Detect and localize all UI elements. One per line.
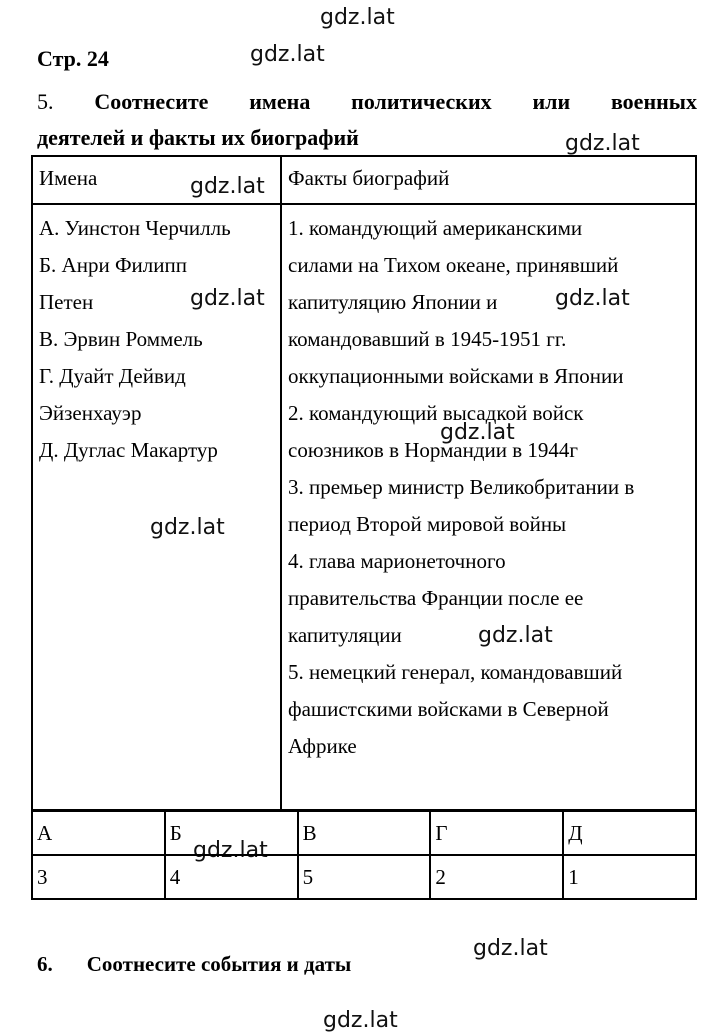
watermark: gdz.lat — [473, 936, 548, 961]
match-table — [31, 155, 697, 811]
watermark: gdz.lat — [440, 420, 515, 445]
task6-number: 6. — [37, 952, 53, 976]
answer-number: 5 — [298, 855, 431, 899]
name-line: Г. Дуайт Дейвид — [39, 364, 186, 388]
facts-column — [288, 210, 698, 765]
fact-line: фашистскими войсками в Северной — [288, 697, 609, 721]
answer-letter: Д — [563, 811, 696, 855]
fact-line: оккупационными войсками в Японии — [288, 364, 624, 388]
fact-line: правительства Франции после ее — [288, 586, 584, 610]
name-line: Эйзенхауэр — [39, 401, 142, 425]
name-line: Петен — [39, 290, 94, 314]
watermark: gdz.lat — [320, 5, 395, 30]
header-facts: Факты биографий — [288, 166, 450, 190]
fact-line: период Второй мировой войны — [288, 512, 567, 536]
task6-title — [37, 952, 351, 977]
watermark: gdz.lat — [565, 131, 640, 156]
fact-line: капитуляцию Японии и — [288, 290, 498, 314]
watermark: gdz.lat — [323, 1008, 398, 1033]
task5-title-line1 — [37, 84, 697, 120]
name-line: В. Эрвин Роммель — [39, 327, 203, 351]
task5-title-word: или — [532, 89, 571, 114]
answer-number: 3 — [32, 855, 165, 899]
watermark: gdz.lat — [555, 286, 630, 311]
answer-letters-row — [32, 811, 696, 855]
fact-line: 3. премьер министр Великобритании в — [288, 475, 635, 499]
page-label: Стр. 24 — [37, 46, 109, 71]
fact-line: союзников в Нормандии в 1944г — [288, 438, 578, 462]
table-divider — [280, 157, 282, 809]
answer-numbers-row — [32, 855, 696, 899]
answer-letter: Г — [430, 811, 563, 855]
header-names: Имена — [39, 166, 98, 190]
answer-letter: В — [298, 811, 431, 855]
watermark: gdz.lat — [250, 42, 325, 67]
watermark: gdz.lat — [478, 623, 553, 648]
task5-title-word: Соотнесите — [94, 89, 209, 114]
names-column — [39, 210, 277, 469]
task5-title — [37, 84, 697, 156]
task5-number: 5. — [37, 89, 54, 114]
fact-line: капитуляции — [288, 623, 402, 647]
name-line: А. Уинстон Черчилль — [39, 216, 231, 240]
name-line: Б. Анри Филипп — [39, 253, 187, 277]
table-divider — [33, 203, 695, 205]
answer-number: 2 — [430, 855, 563, 899]
task5-title-word: военных — [610, 89, 697, 114]
fact-line: 5. немецкий генерал, командовавший — [288, 660, 623, 684]
fact-line: силами на Тихом океане, принявший — [288, 253, 619, 277]
fact-line: 2. командующий высадкой войск — [288, 401, 584, 425]
answer-letter: А — [32, 811, 165, 855]
answer-table — [31, 810, 697, 900]
watermark: gdz.lat — [190, 286, 265, 311]
fact-line: 1. командующий американскими — [288, 216, 583, 240]
answer-letter: Б — [165, 811, 298, 855]
watermark: gdz.lat — [190, 174, 265, 199]
name-line: Д. Дуглас Макартур — [39, 438, 218, 462]
answer-number: 4 — [165, 855, 298, 899]
watermark: gdz.lat — [193, 838, 268, 863]
watermark: gdz.lat — [150, 515, 225, 540]
task5-title-word: политических — [351, 89, 492, 114]
fact-line: командовавший в 1945-1951 гг. — [288, 327, 567, 351]
task5-title-word: имена — [249, 89, 311, 114]
fact-line: Африке — [288, 734, 357, 758]
answer-number: 1 — [563, 855, 696, 899]
fact-line: 4. глава марионеточного — [288, 549, 506, 573]
task6-text: Соотнесите события и даты — [86, 952, 352, 976]
task5-title-line2: деятелей и факты их биографий — [37, 125, 359, 150]
